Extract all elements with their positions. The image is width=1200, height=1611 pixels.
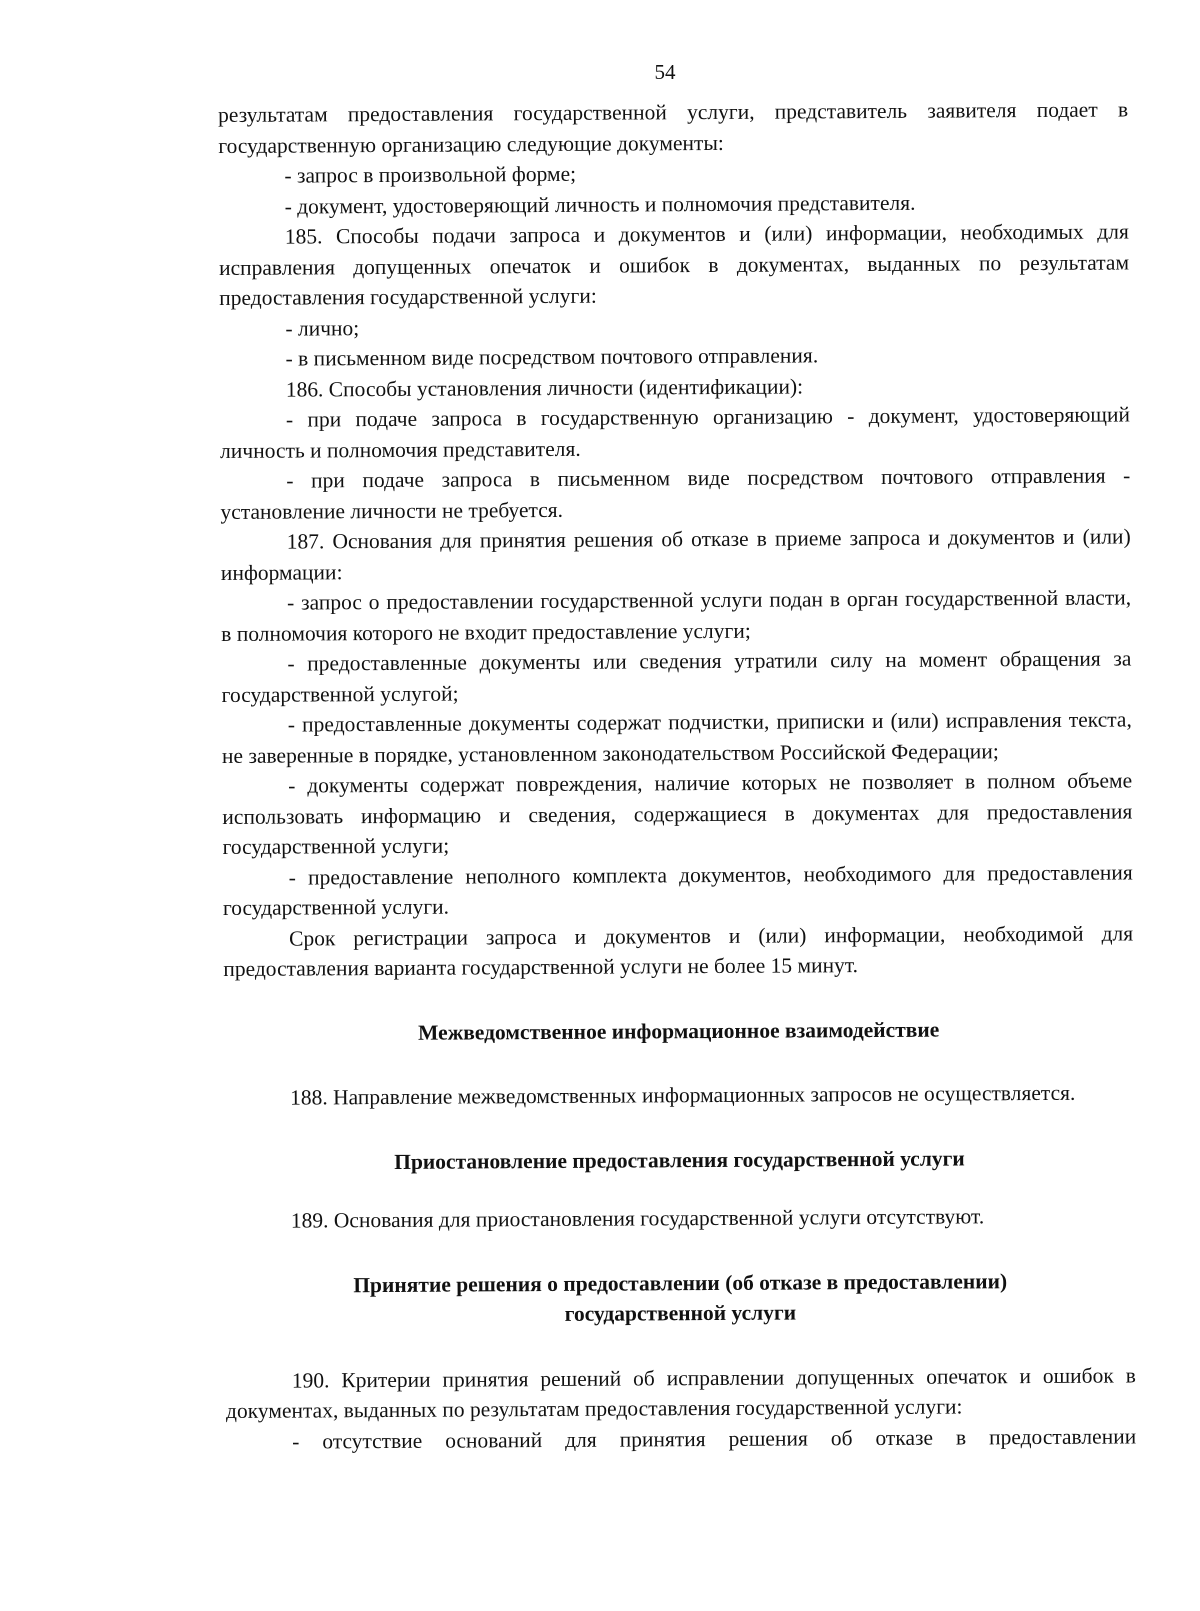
heading-decision-line1: Принятие решения о предоставлении (об отказе в предоставлении)	[353, 1268, 1008, 1297]
list-item: - запрос в произвольной форме;	[284, 161, 577, 188]
list-item: - предоставленные документы или сведения утратили силу на момент обращения за государственной услугой;	[221, 646, 1132, 707]
list-item: - запрос о предоставлении государственной услуги подан в орган государственной власти, в полномочия которого не входит предоставление услуги;	[221, 585, 1132, 646]
page-number: 54	[654, 60, 676, 84]
list-item: - документы содержат повреждения, наличие которых не позволяет в полном объеме использовать информацию и сведения, содержащиеся в документах для предоставления государственной услуги;	[222, 768, 1133, 859]
paragraph-189: 189. Основания для приостановления государственной услуги отсутствуют.	[290, 1204, 985, 1233]
paragraph-188: 188. Направление межведомственных информационных запросов не осуществляется.	[290, 1080, 1076, 1110]
list-item: - документ, удостоверяющий личность и полномочия представителя.	[284, 190, 916, 219]
heading-interagency: Межведомственное информационное взаимодействие	[418, 1017, 940, 1045]
paragraph-185: 185. Способы подачи запроса и документов и (или) информации, необходимых для исправления допущенных опечаток и ошибок в документах, выданных по результатам предоставления государственной услуги:	[218, 219, 1130, 310]
list-item: - лично;	[285, 315, 360, 341]
heading-suspension: Приостановление предоставления государственной услуги	[394, 1145, 965, 1174]
paragraph-190: 190. Критерии принятия решений об исправлении допущенных опечаток и ошибок в документах, выданных по результатам предоставления государственной услуги:	[225, 1362, 1136, 1423]
list-item: - предоставленные документы содержат подчистки, приписки и (или) исправления текста, не заверенные в порядке, установленном законодательством Российской Федерации;	[221, 707, 1132, 768]
paragraph-continuation: результатам предоставления государственной услуги, представитель заявителя подает в государственную организацию следующие документы:	[218, 97, 1129, 158]
document-body	[218, 94, 1136, 1457]
list-item: - предоставление неполного комплекта документов, необходимого для предоставления государственной услуги.	[222, 859, 1133, 920]
list-item: - при подаче запроса в государственную организацию - документ, удостоверяющий личность и полномочия представителя.	[220, 402, 1131, 463]
list-item: - отсутствие оснований для принятия решения об отказе в предоставлении	[292, 1423, 1137, 1454]
paragraph-186: 186. Способы установления личности (идентификации):	[285, 373, 804, 402]
paragraph-187: 187. Основания для принятия решения об отказе в приеме запроса и документов и (или) информации:	[220, 524, 1131, 585]
heading-decision-line2: государственной услуги	[564, 1300, 797, 1326]
heading-decision	[225, 1265, 1135, 1332]
list-item: - при подаче запроса в письменном виде посредством почтового отправления - установление личности не требуется.	[220, 463, 1131, 524]
registration-term: Срок регистрации запроса и документов и (или) информации, необходимой для предоставления варианта государственной услуги не более 15 минут.	[223, 920, 1134, 981]
list-item: - в письменном виде посредством почтового отправления.	[285, 343, 819, 371]
